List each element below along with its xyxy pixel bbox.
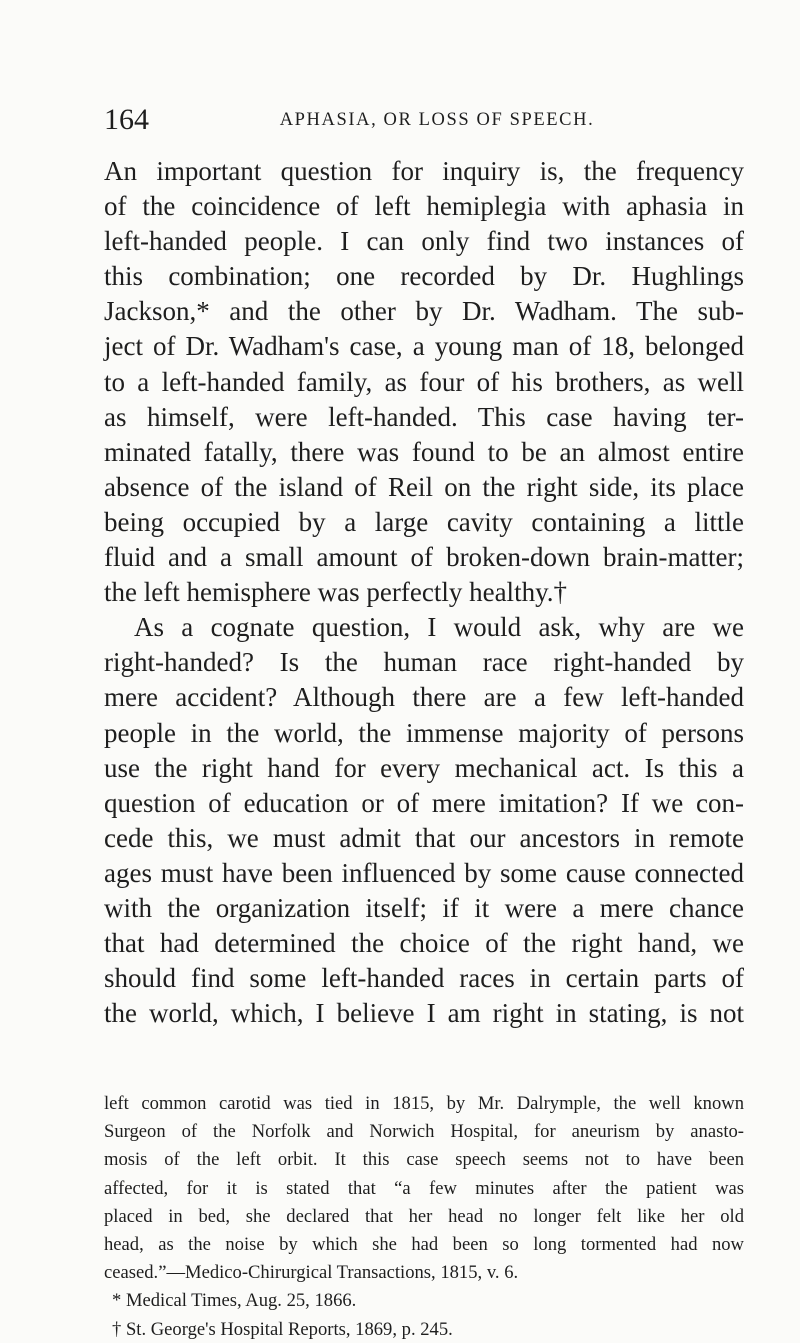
text-line: of the coincidence of left hemiplegia with aphasia in xyxy=(104,191,744,222)
text-line: left-handed people. I can only find two instances of xyxy=(104,226,744,257)
text-line: As a cognate question, I would ask, why are we xyxy=(134,612,744,643)
running-head: APHASIA, OR LOSS OF SPEECH. xyxy=(279,110,595,130)
text-line: as himself, were left-handed. This case having ter- xyxy=(104,401,744,432)
page-number: 164 xyxy=(104,103,149,136)
text-line: question of education or of mere imitation? If we con- xyxy=(104,787,744,818)
text-line: mere accident? Although there are a few left-handed xyxy=(104,682,744,713)
text-line: should find some left-handed races in certain parts of xyxy=(104,963,744,994)
text-line: to a left-handed family, as four of his brothers, as well xyxy=(104,366,744,397)
footnote-dagger: † St. George's Hospital Reports, 1869, p. 245. xyxy=(112,1318,453,1340)
footnotes xyxy=(104,1090,744,1344)
footnote-line: placed in bed, she declared that her head no longer felt like her old xyxy=(104,1205,744,1227)
page-header xyxy=(104,100,744,140)
paragraph-2 xyxy=(104,610,744,1031)
text-line: the world, which, I believe I am right in stating, is not xyxy=(104,998,744,1029)
text-line: ages must have been influenced by some cause connected xyxy=(104,857,744,888)
text-line: cede this, we must admit that our ancestors in remote xyxy=(104,822,744,853)
footnote-line: Surgeon of the Norfolk and Norwich Hospital, for aneurism by anasto- xyxy=(104,1121,744,1143)
text-line: absence of the island of Reil on the right side, its place xyxy=(104,471,744,502)
footnote-line: head, as the noise by which she had been so long tormented had now xyxy=(104,1234,744,1256)
body-text xyxy=(104,154,744,1031)
footnote-line: ceased.”—Medico-Chirurgical Transactions, 1815, v. 6. xyxy=(104,1262,519,1284)
text-line: minated fatally, there was found to be an almost entire xyxy=(104,436,744,467)
text-line: people in the world, the immense majority of persons xyxy=(104,717,744,748)
footnote-line: affected, for it is stated that “a few minutes after the patient was xyxy=(104,1177,744,1199)
text-line: being occupied by a large cavity containing a little xyxy=(104,506,744,537)
text-line: with the organization itself; if it were a mere chance xyxy=(104,892,744,923)
text-line: fluid and a small amount of broken-down brain-matter; xyxy=(104,542,744,573)
text-line: the left hemisphere was perfectly healthy.† xyxy=(104,577,568,608)
text-line: An important question for inquiry is, the frequency xyxy=(104,156,744,186)
continued-footnote xyxy=(104,1090,744,1287)
text-line: ject of Dr. Wadham's case, a young man of 18, belonged xyxy=(104,331,744,362)
text-line: right-handed? Is the human race right-handed by xyxy=(104,647,744,678)
paragraph-1 xyxy=(104,154,744,610)
footnote-line: mosis of the left orbit. It this case speech seems not to have been xyxy=(104,1149,744,1171)
footnote-line: left common carotid was tied in 1815, by Mr. Dalrymple, the well known xyxy=(104,1093,744,1114)
text-line: this combination; one recorded by Dr. Hughlings xyxy=(104,261,744,292)
text-line: use the right hand for every mechanical act. Is this a xyxy=(104,752,744,783)
text-line: that had determined the choice of the right hand, we xyxy=(104,928,744,959)
text-line: Jackson,* and the other by Dr. Wadham. The sub- xyxy=(104,296,744,327)
footnote-star: * Medical Times, Aug. 25, 1866. xyxy=(112,1290,357,1312)
